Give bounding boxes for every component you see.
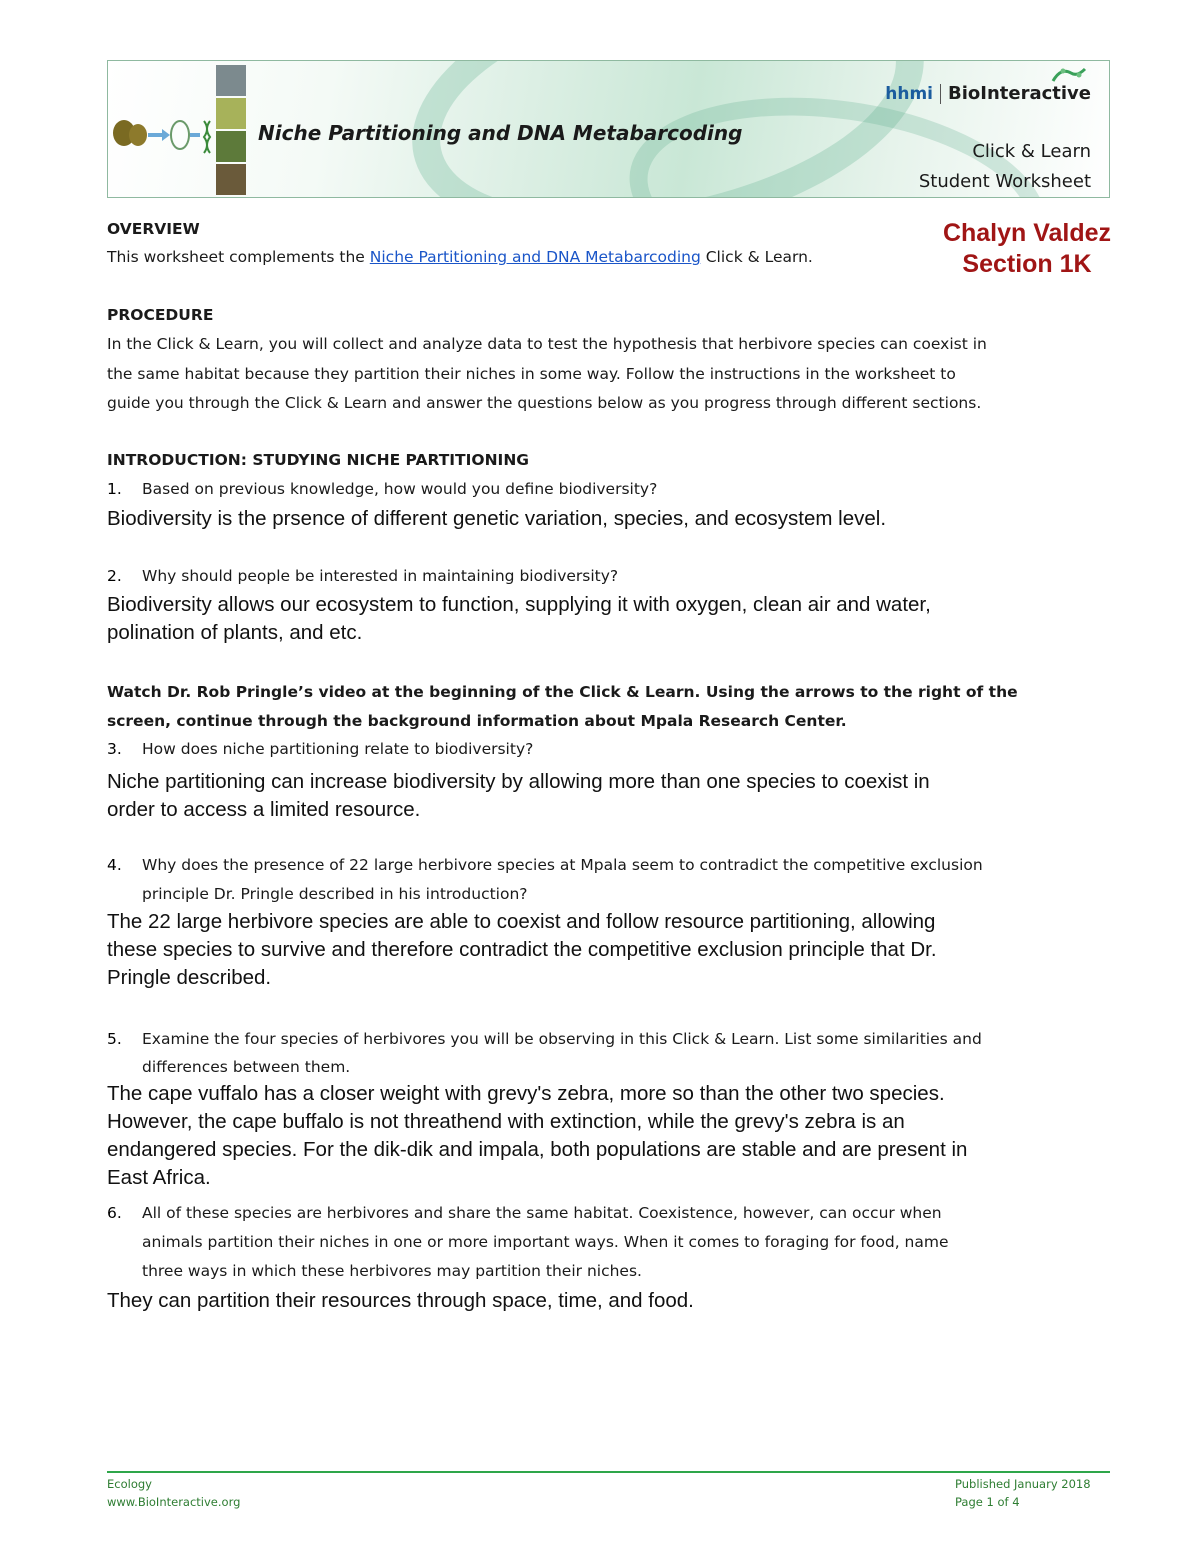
photo-strip (216, 65, 246, 195)
worksheet-title: Niche Partitioning and DNA Metabarcoding (258, 121, 743, 145)
click-and-learn-link[interactable]: Niche Partitioning and DNA Metabarcoding (369, 248, 701, 266)
student-name: Chalyn Valdez (942, 219, 1112, 247)
instruction-line: screen, continue through the background information about Mpala Research Center. (107, 712, 847, 730)
procedure-line: guide you through the Click & Learn and answer the questions below as you progress through different sections. (107, 394, 982, 412)
procedure-line: In the Click & Learn, you will collect and analyze data to test the hypothesis that herbivore species can coexist in (107, 335, 987, 353)
overview-text-after: Click & Learn. (700, 248, 813, 266)
footer-published-date: Published January 2018 (955, 1477, 1091, 1491)
answer-text[interactable]: endangered species. For the dik-dik and impala, both populations are stable and are present in (107, 1138, 968, 1161)
answer-text[interactable]: Biodiversity is the prsence of different genetic variation, species, and ecosystem level. (107, 507, 887, 530)
question-number: 3. (107, 740, 122, 758)
question-text: Based on previous knowledge, how would you define biodiversity? (142, 480, 658, 498)
worksheet-subtitle (919, 137, 1091, 197)
answer-text[interactable]: Pringle described. (107, 966, 272, 989)
question-text: Why should people be interested in maintaining biodiversity? (142, 567, 619, 585)
animal-photo (216, 65, 246, 96)
animal-photo (216, 164, 246, 195)
answer-text[interactable]: Biodiversity allows our ecosystem to function, supplying it with oxygen, clean air and water, (107, 593, 931, 616)
question-number: 2. (107, 567, 122, 585)
question-text: All of these species are herbivores and share the same habitat. Coexistence, however, can occur when (142, 1204, 942, 1222)
answer-text[interactable]: They can partition their resources through space, time, and food. (107, 1289, 694, 1312)
subtitle-line: Click & Learn (972, 141, 1091, 162)
student-info (932, 218, 1122, 280)
plant-photo (216, 131, 246, 162)
answer-text[interactable]: East Africa. (107, 1166, 211, 1189)
question-number: 5. (107, 1030, 122, 1048)
introduction-heading: INTRODUCTION: STUDYING NICHE PARTITIONING (107, 451, 530, 469)
hhmi-biointeractive-logo (885, 83, 1091, 104)
overview-heading: OVERVIEW (107, 220, 200, 238)
footer-website-link[interactable]: www.BioInteractive.org (107, 1495, 241, 1509)
answer-text[interactable]: The cape vuffalo has a closer weight with grevy's zebra, more so than the other two species. (107, 1082, 945, 1105)
question-text: differences between them. (142, 1058, 351, 1076)
question-text: principle Dr. Pringle described in his introduction? (142, 885, 528, 903)
question-text: animals partition their niches in one or more important ways. When it comes to foraging for food, name (142, 1233, 949, 1251)
answer-text[interactable]: Niche partitioning can increase biodiversity by allowing more than one species to coexist in (107, 770, 930, 793)
instruction-line: Watch Dr. Rob Pringle’s video at the beginning of the Click & Learn. Using the arrows to the right of the (107, 683, 1018, 701)
question-number: 4. (107, 856, 122, 874)
logo-divider (940, 84, 941, 104)
answer-text[interactable]: The 22 large herbivore species are able to coexist and follow resource partitioning, allowing (107, 910, 936, 933)
overview-text-before: This worksheet complements the (107, 248, 370, 266)
question-text: How does niche partitioning relate to biodiversity? (142, 740, 534, 758)
subtitle-line: Student Worksheet (918, 171, 1091, 192)
answer-text[interactable]: polination of plants, and etc. (107, 621, 363, 644)
metabarcoding-diagram-icon (110, 109, 220, 169)
answer-text[interactable]: However, the cape buffalo is not threathend with extinction, while the grevy's zebra is an (107, 1110, 905, 1133)
question-number: 1. (107, 480, 122, 498)
procedure-line: the same habitat because they partition their niches in some way. Follow the instructions in the worksheet to (107, 365, 956, 383)
footer-subject: Ecology (107, 1477, 152, 1491)
footer-divider (107, 1471, 1110, 1473)
plant-photo (216, 98, 246, 129)
header-banner (107, 60, 1110, 198)
logo-biointeractive: BioInteractive (948, 83, 1091, 104)
logo-hhmi: hhmi (885, 83, 933, 104)
question-text: three ways in which these herbivores may partition their niches. (142, 1262, 642, 1280)
question-number: 6. (107, 1204, 122, 1222)
question-text: Examine the four species of herbivores you will be observing in this Click & Learn. List some similarities and (142, 1030, 982, 1048)
procedure-heading: PROCEDURE (107, 306, 214, 324)
answer-text[interactable]: these species to survive and therefore contradict the competitive exclusion principle that Dr. (107, 938, 937, 961)
footer-page-number: Page 1 of 4 (955, 1495, 1020, 1509)
answer-text[interactable]: order to access a limited resource. (107, 798, 421, 821)
student-section: Section 1K (962, 250, 1092, 278)
question-text: Why does the presence of 22 large herbivore species at Mpala seem to contradict the competitive exclusion (142, 856, 983, 874)
biointeractive-logo-leaf-icon (1051, 65, 1087, 85)
overview-text (107, 248, 813, 266)
